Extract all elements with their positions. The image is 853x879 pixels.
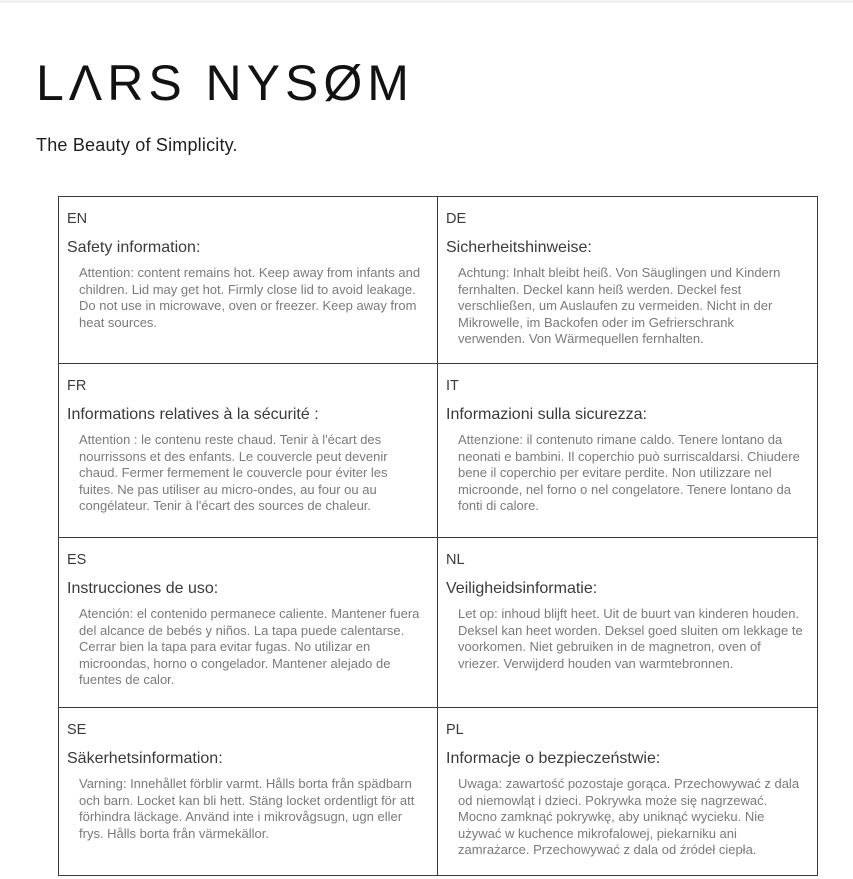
lang-code-es: ES xyxy=(67,552,87,568)
body-en: Attention: content remains hot. Keep away from infants and children. Lid may get hot. Firmly close lid to avoid leakage. Do not use in microwave, oven or freezer. Keep away from heat sources. xyxy=(79,265,421,330)
lang-cell-fr xyxy=(59,364,438,538)
body-es: Atención: el contenido permanece caliente. Mantener fuera del alcance de bebés y niños. La tapa puede calentarse. Cerrar bien la tapa para evitar fugas. No utilizar en microondas, horno o congelador. Mantener alejado de fuentes de calor. xyxy=(79,606,420,687)
lang-code-fr: FR xyxy=(67,378,87,394)
body-fr: Attention : le contenu reste chaud. Tenir à l'écart des nourrissons et des enfants. Le couvercle peut devenir chaud. Fermer fermement le couvercle pour éviter les fuites. Ne pas utiliser au micro-ondes, au four ou au congélateur. Tenir à l'écart des sources de chaleur. xyxy=(79,432,388,513)
body-se: Varning: Innehållet förblir varmt. Hålls borta från spädbarn och barn. Locket kan bli hett. Stäng locket ordentligt för att förhindra läckage. Använd inte i mikrovågsugn, ugn eller frys. Hålls borta från värmekällor. xyxy=(79,776,415,841)
lang-code-nl: NL xyxy=(446,552,465,568)
lang-cell-de xyxy=(438,197,817,364)
heading-es: Instrucciones de uso: xyxy=(67,580,219,597)
body-nl: Let op: inhoud blijft heet. Uit de buurt van kinderen houden. Deksel kan heet worden. Deksel goed sluiten om lekkage te voorkomen. Niet gebruiken in de magnetron, oven of vriezer. Verwijderd houden van warmtebronnen. xyxy=(458,606,803,671)
lang-code-en: EN xyxy=(67,211,88,227)
lang-code-pl: PL xyxy=(446,722,464,738)
body-pl: Uwaga: zawartość pozostaje gorąca. Przechowywać z dala od niemowląt i dzieci. Pokrywka może się nagrzewać. Mocno zamknąć pokrywkę, aby uniknąć wycieku. Nie używać w kuchence mikrofalowej, piekarniku ani zamrażarce. Przechowywać z dala od źródeł ciepła. xyxy=(458,776,800,857)
page-top-edge xyxy=(0,0,853,3)
heading-de: Sicherheitshinweise: xyxy=(446,239,592,256)
heading-en: Safety information: xyxy=(67,239,201,256)
heading-pl: Informacje o bezpieczeństwie: xyxy=(446,750,661,767)
safety-information-table xyxy=(58,196,818,876)
lang-code-it: IT xyxy=(446,378,459,394)
lang-cell-pl xyxy=(438,708,817,875)
lang-cell-en xyxy=(59,197,438,364)
heading-se: Säkerhetsinformation: xyxy=(67,750,223,767)
body-de: Achtung: Inhalt bleibt heiß. Von Säuglingen und Kindern fernhalten. Deckel kann heiß werden. Deckel fest verschließen, um Auslaufen zu vermeiden. Nicht in der Mikrowelle, im Backofen oder im Gefrierschrank verwenden. Von Wärmequellen fernhalten. xyxy=(458,265,781,346)
lang-code-de: DE xyxy=(446,211,467,227)
heading-fr: Informations relatives à la sécurité : xyxy=(67,406,319,423)
heading-nl: Veiligheidsinformatie: xyxy=(446,580,598,597)
brand-logo: LΛRS NYSØM xyxy=(36,55,414,111)
brand-block xyxy=(36,56,414,156)
body-it: Attenzione: il contenuto rimane caldo. Tenere lontano da neonati e bambini. Il coperchio può surriscaldarsi. Chiudere bene il coperchio per evitare perdite. Non utilizzare nel microonde, nel forno o nel congelatore. Tenere lontano da fonti di calore. xyxy=(458,432,800,513)
heading-it: Informazioni sulla sicurezza: xyxy=(446,406,647,423)
lang-cell-nl xyxy=(438,538,817,708)
lang-cell-it xyxy=(438,364,817,538)
lang-cell-es xyxy=(59,538,438,708)
lang-cell-se xyxy=(59,708,438,875)
lang-code-se: SE xyxy=(67,722,87,738)
brand-tagline: The Beauty of Simplicity. xyxy=(36,135,238,155)
